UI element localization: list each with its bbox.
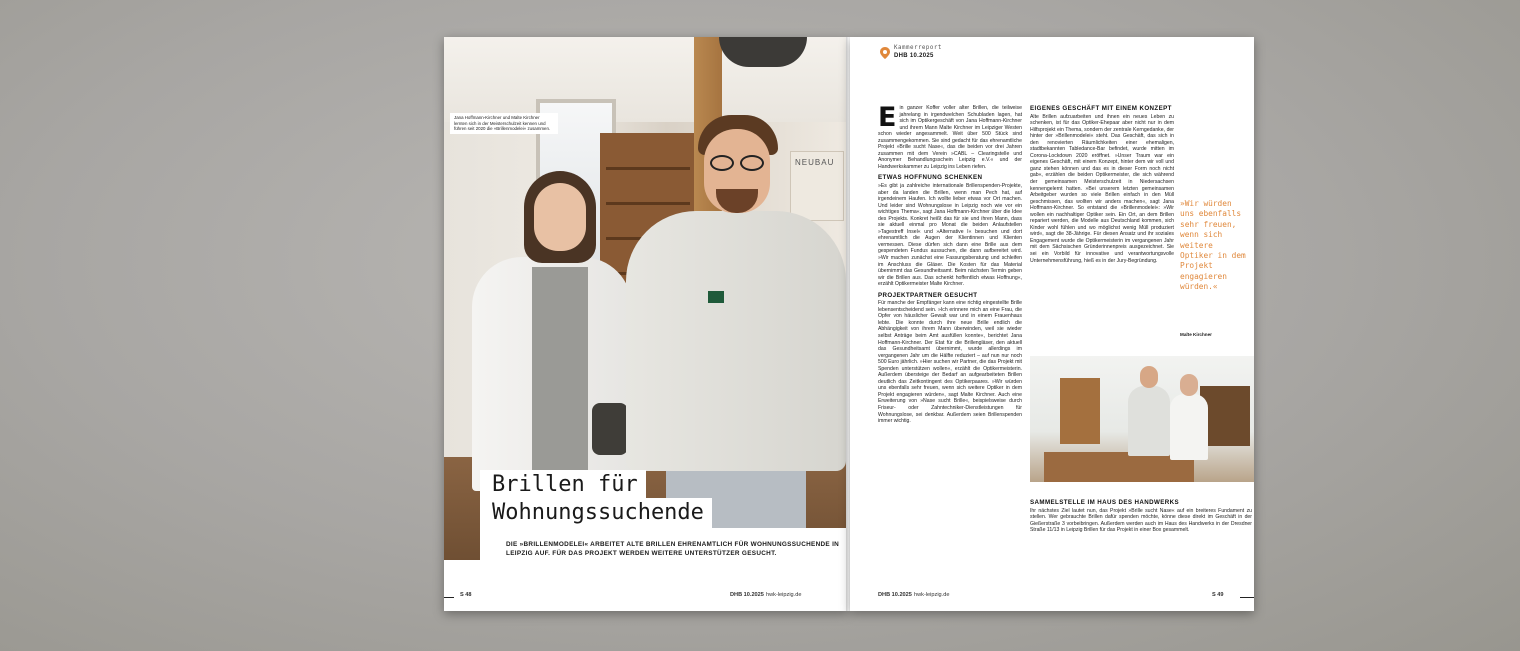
section-body-4: Ihr nächstes Ziel lautet nun, das Projekt »Brille sucht Nase« auf ein breiteres Fundament zu stellen. Wer gebrauchte Brillen dafür spenden möchte, könne diese direkt im Geschäft in der Gießerstraße 3 vorbeibringen. Außerdem werden auch im Haus des Handwerks in der Dresdner Straße 11/13 in Leipzig Brillen für das Projekt in einer Box gesammelt. — [1030, 507, 1252, 534]
article-column-2 — [1030, 105, 1174, 264]
section-body-1: »Es gibt ja zahlreiche internationale Brillenspenden-Projekte, aber da landen die Brillen, wenn man Pech hat, auf irgendeinem Haufen. Ich wollte lieber etwas vor Ort machen. Und leider sind Wohnungslose in Leipzig noch wie vor ein wichtiges Thema«, sagt Jana Hoffmann-Kirchner über die Idee des Projekts. Konkret heißt das für sie und ihren Mann, dass sie aktuell einmal pro Monat die beiden Anlaufstellen »Tagestreff Insel« und »Alternative I« besuchen und dort ehrenamtlich die Augen der Klientinnen und Klienten vermessen. Diese dürfen sich dann eine Brille aus dem gespendeten Fundus aussuchen, die dann aufbereitet wird. »Wir machen zunächst eine Fassungsberatung und schleifen im Anschluss die Gläser. Die Kosten für das Material übernimmt das Gesundheitsamt. Beim nächsten Termin geben wir die Brillen aus. Das schenkt hoffentlich etwas Hoffnung«, erzählt Optikermeister Malte Kirchner. — [878, 182, 1022, 288]
photo-caption: Jana Hoffmann-Kirchner und Malte Kirchner lernten sich in der Meisterschulzeit kennen und führen seit 2020 die »Brillenmodelei« zusammen. — [450, 113, 558, 134]
eyeglasses — [706, 155, 768, 171]
section-body-2: Für manche der Empfänger kann eine richtig eingestellte Brille lebensentscheidend sein. »Ich erinnere mich an eine Frau, die Opfer von häuslicher Gewalt war und in einem Frauenhaus lebte. Die konnte durch ihre neue Brille endlich die Abhängigkeit von ihrem Mann überwinden, weil sie wieder selbst Anträge beim Amt ausfüllen konnte«, berichtet Jana Hoffmann-Kirchner. Der Etat für die Brillengläser, den aktuell das Gesundheitsamt übernimmt, wurde allerdings im vergangenen Jahr um die Hälfte reduziert – auf nun nur noch 500 Euro jährlich. »Hier suchen wir Partner, die das Projekt mit Spenden unterstützen wollen«, erzählt die Optikermeisterin. Außerdem übersteige der Bedarf an aufgearbeiteten Brillen deutlich das Zeitkontingent des Optikerpaares. »Wir würden uns ebenfalls sehr freuen, wenn sich weitere Optiker in dem Projekt engagieren würden«, sagt Malte Kirchner. Auch eine Erweiterung von »Nase sucht Brille«, beispielsweise durch Friseur- oder Zahntechniker-Dienstleistungen für Wohnungslose, sei denkbar. Außerdem seien Brillenspenden immer wichtig. — [878, 300, 1022, 425]
section-heading-4: SAMMELSTELLE IM HAUS DES HANDWERKS — [1030, 499, 1180, 506]
rubric-label: Kammerreport — [894, 45, 942, 51]
article-column-1 — [878, 102, 1022, 425]
section-heading-1: ETWAS HOFFNUNG SCHENKEN — [878, 174, 983, 182]
article-column-3 — [1030, 499, 1252, 534]
headline-line-1: Brillen für — [480, 470, 646, 502]
drop-cap: E — [878, 102, 897, 133]
section-heading-3: EIGENES GESCHÄFT MIT EINEM KONZEPT — [1030, 105, 1172, 112]
man-figure — [626, 115, 846, 560]
rubric-issue: DHB 10.2025 — [894, 53, 934, 59]
glasses-jar — [592, 403, 628, 455]
subheadline: DIE »BRILLENMODELEI« ARBEITET ALTE BRILLEN EHRENAMTLICH FÜR WOHNUNGSSUCHENDE IN LEIPZIG AUF. FÜR DAS PROJEKT WERDEN WEITERE UNTERSTÜTZER GESUCHT. — [506, 541, 840, 557]
pull-quote-author: Malte Kirchner — [1180, 332, 1212, 337]
left-page — [444, 37, 848, 611]
footer-issue-right: DHB 10.2025 — [878, 592, 912, 598]
shop-sign: NEUBAU — [790, 151, 844, 221]
footer-issue-left: DHB 10.2025 — [730, 592, 764, 598]
intro-text: in ganzer Koffer voller alter Brillen, die teilweise jahrelang in irgendwelchen Schubladen lagen, hat sich im Optikergeschäft von Jana Hoffmann-Kirchner und ihrem Mann Malte Kirchner im Leipziger Westen schon wieder angesammelt. Weit über 500 Stück sind zusammengekommen. Sie sind gedacht für das ehrenamtliche Projekt »Brille sucht Nase«, das die beiden vor drei Jahren zusammen mit dem Verein »CABL – Clearingstelle und Anonymer Behandlungsschein Leipzig e.V.« und der Handwerkskammer zu Leipzig ins Leben riefen. — [878, 105, 1022, 170]
footer-site-right: hwk-leipzig.de — [914, 592, 950, 598]
woman-figure — [462, 171, 632, 491]
page-number-right: S 49 — [1212, 592, 1224, 598]
pull-quote: »Wir würden uns ebenfalls sehr freuen, wenn sich weitere Optiker in dem Projekt engagieren würden.« — [1180, 199, 1246, 292]
headline-line-2: Wohnungssuchende — [480, 498, 712, 530]
magazine-spread — [444, 37, 1254, 611]
section-body-3: Alte Brillen aufzuarbeiten und ihnen ein neues Leben zu schenken, ist für das Optiker-Ehepaar aber nicht nur in dem Hilfsprojekt ein Thema, sondern der zentrale Kerngedanke, der hinter der »Brillenmodelei« steht. Das Geschäft, das sich in den renovierten Räumlichkeiten einer ehemaligen, stadtbekannten Tabledance-Bar befindet, wurde mitten im Corona-Lockdown 2020 eröffnet. »Unser Traum war ein eigenes Geschäft, mit einem Konzept, hinter dem wir voll und ganz stehen können und das es in dieser Form noch nicht gab«, erzählen die beiden Optikermeister, die sich während der gemeinsamen Meisterschulzeit in Niedersachsen kennengelernt hatten. »Bei unserem letzten gemeinsamen Arbeitgeber wurden so viele Brillen einfach in den Müll geschmissen, das wollten wir anders machen«, sagt Jana Hoffmann-Kirchner. So entstand die »Brillenmodelei«: »Wir wollen ein nachhaltiger Optiker sein. Ein Ort, an dem Brillen repariert werden, die Modelle aus Deutschland kommen, sich Kinder wohl fühlen und wo möglichst wenig Müll produziert wird«, sagt die 38-Jährige. Für diesen Ansatz und ihr soziales Engagement wurde die Optikermeisterin im vergangenen Jahr mit dem Sächsischen Gründerinnenpreis ausgezeichnet. Sie sei ein Vorbild für innovative und verantwortungsvolle Unternehmensführung, hieß es in der Jury-Begründung. — [1030, 113, 1174, 264]
shop-interior-photo — [1030, 356, 1254, 482]
location-pin-icon — [880, 47, 890, 59]
section-heading-2: PROJEKTPARTNER GESUCHT — [878, 291, 978, 299]
right-page — [850, 37, 1254, 611]
page-number-left: S 48 — [460, 592, 472, 598]
footer-site-left: hwk-leipzig.de — [766, 592, 802, 598]
